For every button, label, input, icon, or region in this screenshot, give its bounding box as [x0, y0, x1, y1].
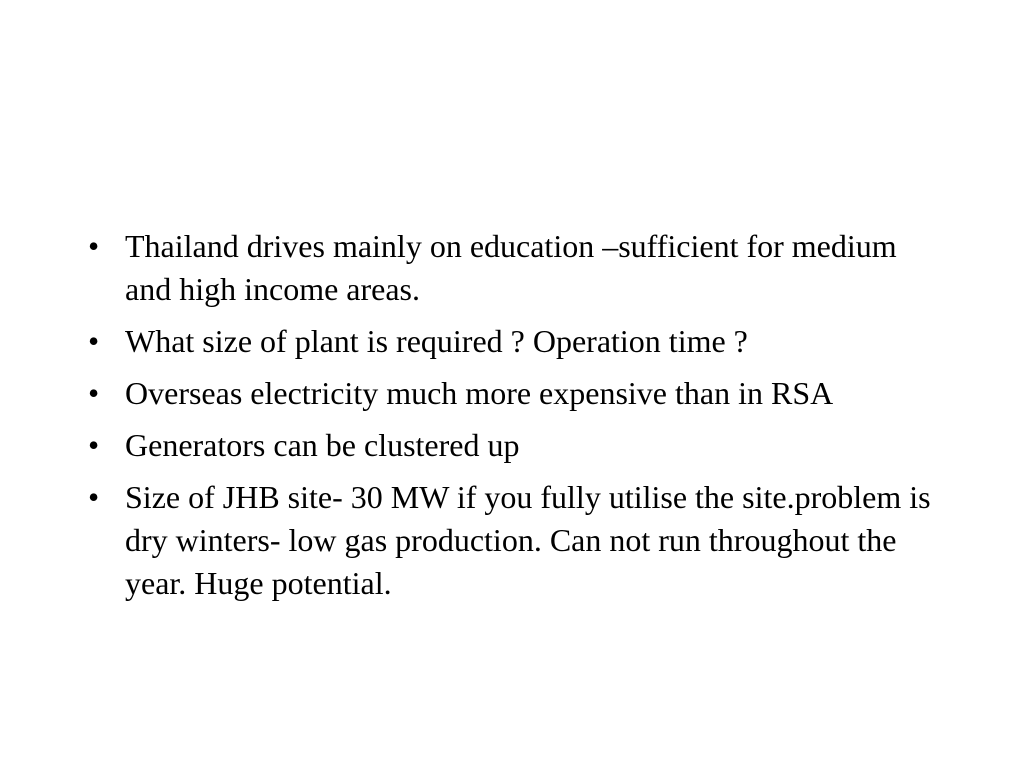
bullet-item: [88, 476, 948, 605]
bullet-item: [88, 320, 948, 363]
bullet-item: [88, 424, 948, 467]
bullet-list: [88, 225, 948, 605]
bullet-item: [88, 372, 948, 415]
bullet-text: What size of plant is required ? Operation time ?: [125, 323, 748, 359]
bullet-text: Overseas electricity much more expensive than in RSA: [125, 375, 834, 411]
bullet-icon: •: [88, 228, 100, 264]
bullet-icon: •: [88, 323, 100, 359]
bullet-text: Thailand drives mainly on education –sufficient for medium and high income areas.: [125, 228, 897, 307]
bullet-icon: •: [88, 479, 100, 515]
bullet-icon: •: [88, 427, 100, 463]
bullet-icon: •: [88, 375, 100, 411]
bullet-item: [88, 225, 948, 311]
bullet-text: Generators can be clustered up: [125, 427, 520, 463]
bullet-text: Size of JHB site- 30 MW if you fully utilise the site.problem is dry winters- low gas production. Can not run throughout the year. Huge potential.: [125, 479, 931, 601]
